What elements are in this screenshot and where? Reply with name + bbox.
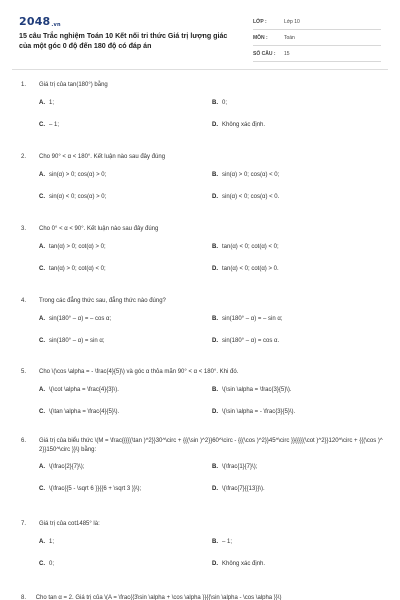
option-text: \(\sin \alpha = \frac{3}{5}\). [222, 387, 292, 393]
option-letter: A. [39, 172, 45, 178]
option-d[interactable] [212, 485, 387, 494]
meta-value: 15 [284, 51, 290, 57]
option-c[interactable] [39, 485, 209, 494]
option-row [21, 560, 387, 582]
option-letter: D. [212, 486, 218, 492]
question-stem [21, 368, 387, 377]
page-header [0, 0, 400, 70]
option-text: \(\frac{1}{7}\); [222, 464, 258, 470]
logo-tld: .vn [51, 22, 61, 28]
option-text: sin(α) > 0; cos(α) > 0; [49, 172, 107, 178]
option-text: sin(180° – α) = – sin α; [222, 316, 283, 322]
option-text: Không xác định. [222, 122, 266, 128]
meta-info [253, 16, 381, 64]
site-logo[interactable] [19, 15, 61, 28]
option-row [21, 386, 387, 408]
question-4 [21, 297, 387, 359]
option-text: \(\tan \alpha = \frac{4}{5}\). [49, 409, 120, 415]
option-text: – 1; [222, 539, 233, 545]
meta-row-class [253, 16, 381, 30]
question-text: Giá trị của tan(180°) bằng [39, 82, 108, 88]
option-a[interactable] [39, 538, 209, 547]
logo-text: 2048 [19, 15, 51, 28]
option-letter: C. [39, 122, 45, 128]
option-letter: D. [212, 561, 218, 567]
question-stem [21, 437, 387, 455]
question-number: 7. [21, 521, 27, 527]
question-text: Cho tan α = 2. Giá trị của \(A = \frac{{3\sin \alpha + \cos \alpha }}{{\sin \alpha - \cos \alpha }}\) [35, 595, 282, 600]
meta-label: SỐ CÂU : [253, 51, 276, 57]
option-text: sin(α) < 0; cos(α) > 0; [49, 194, 107, 200]
option-letter: D. [212, 338, 218, 344]
option-letter: C. [39, 409, 45, 415]
option-text: 1; [49, 100, 55, 106]
question-number: 1. [21, 82, 27, 88]
question-7 [21, 520, 387, 582]
option-text: sin(180° – α) = – cos α; [49, 316, 112, 322]
option-text: tan(α) > 0; cot(α) > 0; [49, 244, 106, 250]
question-stem [21, 153, 387, 162]
option-a[interactable] [39, 99, 209, 108]
meta-value: Lớp 10 [284, 19, 300, 25]
option-text: \(\frac{7}{{13}}\). [222, 486, 265, 492]
option-d[interactable] [212, 408, 387, 417]
option-b[interactable] [212, 463, 387, 472]
question-stem [21, 520, 387, 529]
option-text: \(\frac{2}{7}\); [49, 464, 85, 470]
option-text: sin(α) < 0; cos(α) < 0. [222, 194, 280, 200]
option-letter: A. [39, 539, 45, 545]
option-row [21, 463, 387, 485]
option-text: tan(α) < 0; cot(α) < 0; [222, 244, 279, 250]
question-number: 5. [21, 369, 27, 375]
option-b[interactable] [212, 99, 387, 108]
option-text: \(\frac{{5 - \sqrt 6 }}{{6 + \sqrt 3 }}\); [49, 486, 142, 492]
option-c[interactable] [39, 408, 209, 417]
question-5 [21, 368, 387, 430]
question-8 [21, 594, 387, 600]
option-b[interactable] [212, 538, 387, 547]
option-letter: A. [39, 387, 45, 393]
option-a[interactable] [39, 315, 209, 324]
option-b[interactable] [212, 315, 387, 324]
option-letter: C. [39, 561, 45, 567]
option-letter: D. [212, 266, 218, 272]
option-text: sin(α) > 0; cos(α) < 0; [222, 172, 280, 178]
option-row [21, 243, 387, 265]
option-d[interactable] [212, 560, 387, 569]
question-1 [21, 81, 387, 143]
question-number: 3. [21, 226, 27, 232]
option-a[interactable] [39, 463, 209, 472]
question-text: Cho 90° < α < 180°. Kết luận nào sau đây đúng [39, 154, 166, 160]
option-row [21, 99, 387, 121]
question-stem [21, 225, 387, 234]
option-a[interactable] [39, 171, 209, 180]
option-d[interactable] [212, 193, 387, 202]
option-d[interactable] [212, 121, 387, 130]
option-letter: C. [39, 338, 45, 344]
option-d[interactable] [212, 337, 387, 346]
option-text: tan(α) > 0; cot(α) < 0; [49, 266, 106, 272]
option-row [21, 337, 387, 359]
option-text: \(\sin \alpha = - \frac{3}{5}\). [222, 409, 296, 415]
question-text: Trong các đẳng thức sau, đẳng thức nào đúng? [39, 298, 166, 304]
option-text: Không xác định. [222, 561, 266, 567]
question-text: Cho 0° < α < 90°. Kết luận nào sau đây đúng [39, 226, 159, 232]
option-letter: A. [39, 244, 45, 250]
option-row [21, 315, 387, 337]
option-letter: A. [39, 100, 45, 106]
meta-label: MÔN : [253, 35, 268, 41]
option-letter: C. [39, 266, 45, 272]
question-text: Cho \(\cos \alpha = - \frac{4}{5}\) và góc α thỏa mãn 90° < α < 180°. Khi đó. [39, 369, 239, 375]
option-letter: D. [212, 194, 218, 200]
option-row [21, 121, 387, 143]
question-3 [21, 225, 387, 287]
option-d[interactable] [212, 265, 387, 274]
option-letter: B. [212, 100, 218, 106]
option-row [21, 265, 387, 287]
option-row [21, 485, 387, 507]
meta-row-count [253, 48, 381, 62]
meta-value: Toán [284, 35, 295, 41]
option-row [21, 193, 387, 215]
option-c[interactable] [39, 121, 209, 130]
option-letter: B. [212, 316, 218, 322]
option-b[interactable] [212, 171, 387, 180]
options [21, 463, 387, 507]
question-text: Giá trị của biểu thức \(M = \frac{{{{(\tan )^2}}30^\circ + {{(\sin )^2}}60^\circ - {{(\cos )^2}}45^\circ }}{{{{(\cot )^2}}120^\circ + {{(\cos )^2}}150^\circ }}\) bằng: [39, 438, 383, 453]
page-title: 15 câu Trắc nghiệm Toán 10 Kết nối tri thức Giá trị lượng giác của một góc 0 độ đến 180 độ có đáp án [19, 32, 228, 50]
option-letter: A. [39, 464, 45, 470]
question-stem [21, 81, 387, 90]
options [21, 386, 387, 430]
question-number: 8. [21, 595, 27, 600]
option-text: 1; [49, 539, 55, 545]
option-letter: C. [39, 194, 45, 200]
option-letter: B. [212, 172, 218, 178]
option-letter: C. [39, 486, 45, 492]
option-b[interactable] [212, 243, 387, 252]
option-letter: B. [212, 539, 218, 545]
option-text: 0; [222, 100, 228, 106]
option-letter: D. [212, 409, 218, 415]
option-c[interactable] [39, 337, 209, 346]
option-text: 0; [49, 561, 55, 567]
option-letter: B. [212, 464, 218, 470]
question-text: Giá trị của cot1485° là: [39, 521, 100, 527]
question-2 [21, 153, 387, 215]
option-letter: D. [212, 122, 218, 128]
question-6 [21, 437, 387, 507]
option-row [21, 171, 387, 193]
question-number: 4. [21, 298, 27, 304]
meta-label: LỚP : [253, 19, 267, 25]
option-c[interactable] [39, 265, 209, 274]
option-text: tan(α) < 0; cot(α) > 0. [222, 266, 279, 272]
option-text: – 1; [49, 122, 60, 128]
options [21, 538, 387, 582]
option-text: sin(180° – α) = cos α. [222, 338, 280, 344]
option-c[interactable] [39, 560, 209, 569]
options [21, 99, 387, 143]
option-row [21, 408, 387, 430]
option-letter: B. [212, 387, 218, 393]
option-a[interactable] [39, 243, 209, 252]
option-c[interactable] [39, 193, 209, 202]
question-stem [21, 297, 387, 306]
option-b[interactable] [212, 386, 387, 395]
options [21, 171, 387, 215]
options [21, 315, 387, 359]
option-a[interactable] [39, 386, 209, 395]
question-number: 2. [21, 154, 27, 160]
option-text: \(\cot \alpha = \frac{4}{3}\). [49, 387, 119, 393]
header-divider [12, 69, 388, 70]
question-number: 6. [21, 438, 27, 444]
option-letter: A. [39, 316, 45, 322]
option-letter: B. [212, 244, 218, 250]
options [21, 243, 387, 287]
option-row [21, 538, 387, 560]
meta-row-subject [253, 32, 381, 46]
option-text: sin(180° – α) = sin α; [49, 338, 105, 344]
